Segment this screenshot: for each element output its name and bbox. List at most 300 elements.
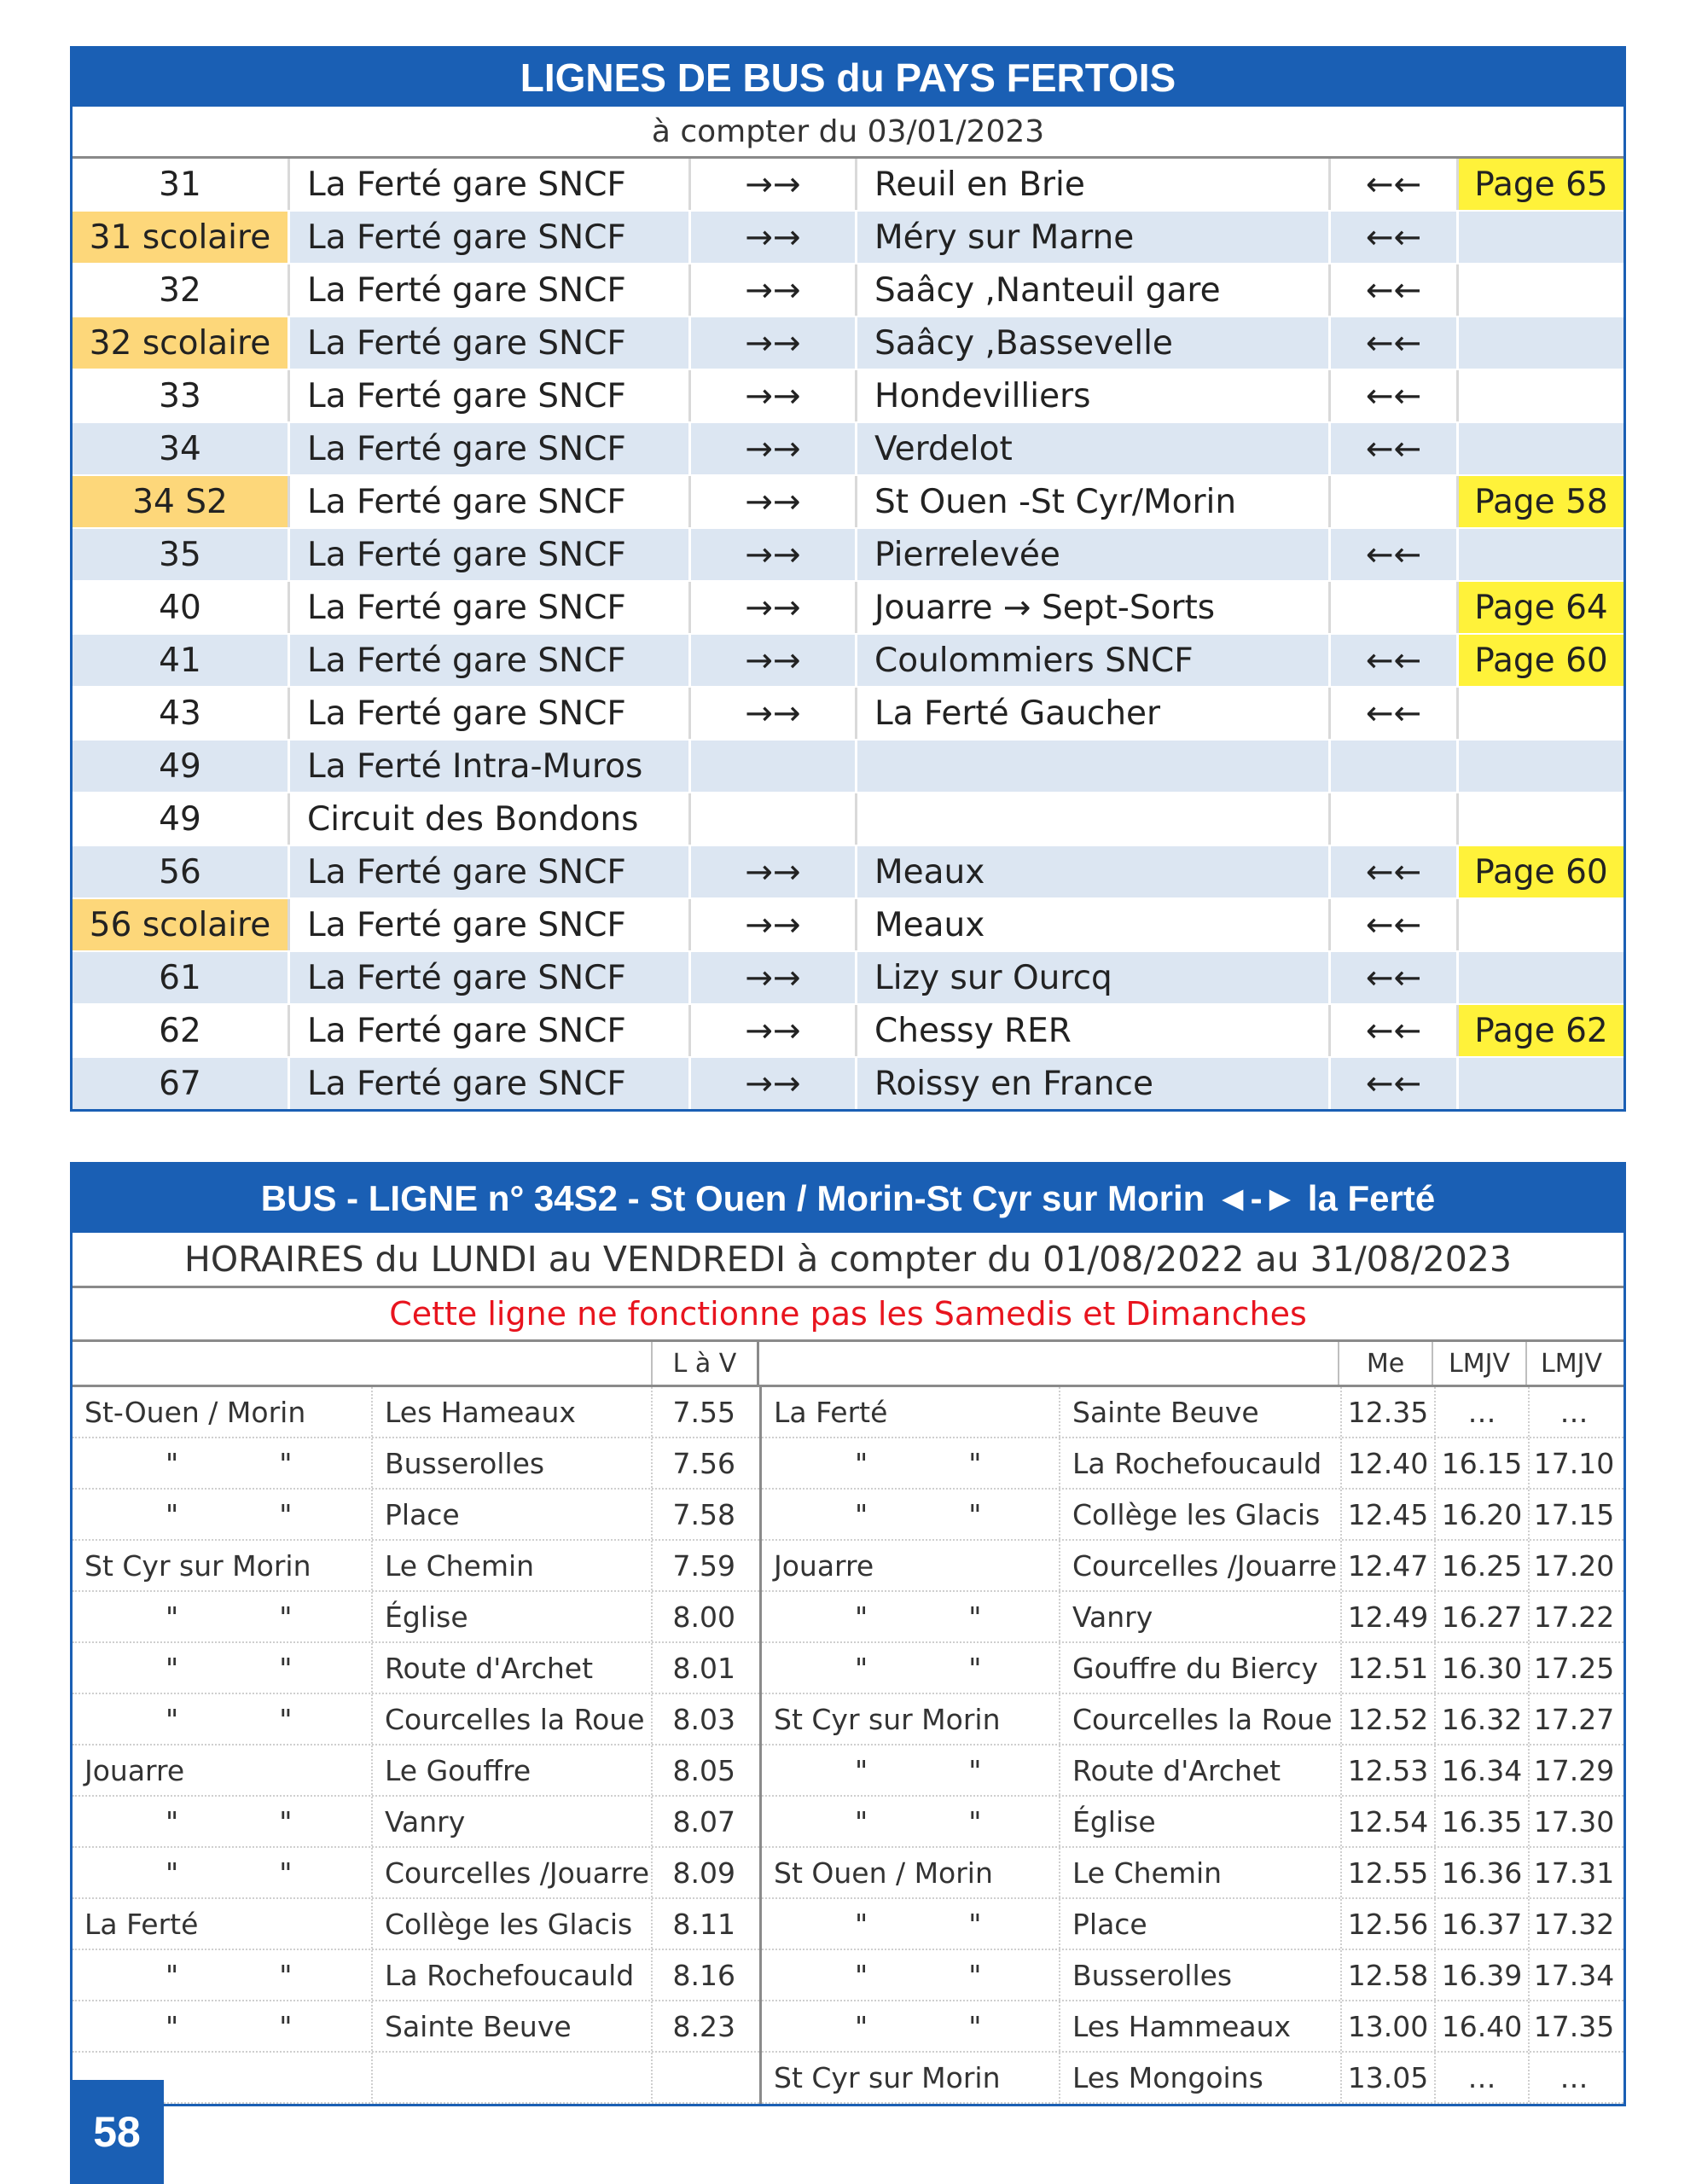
line-number: 49 <box>73 793 290 845</box>
table-row <box>73 1592 759 1643</box>
page-reference <box>1459 264 1623 316</box>
lines-table-subtitle: à compter du 03/01/2023 <box>73 107 1623 159</box>
line-number: 49 <box>73 741 290 792</box>
line-number: 34 <box>73 423 290 474</box>
ditto-mark: " <box>968 1497 982 1531</box>
lines-table-body <box>73 159 1623 1109</box>
ditto-mark: " <box>855 1446 868 1480</box>
return-arrows: ←← <box>1331 370 1459 421</box>
departure-time: 8.11 <box>672 1907 735 1941</box>
stop-name: Courcelles /Jouarre <box>1060 1541 1342 1590</box>
town-ditto <box>762 1899 1060 1949</box>
time-lmjv-1: 16.36 <box>1436 1848 1530 1897</box>
stop-name: Le Gouffre <box>373 1745 653 1795</box>
town-name: St-Ouen / Morin <box>73 1387 373 1437</box>
time-lmjv-1: 16.27 <box>1436 1592 1530 1641</box>
line-number: 35 <box>73 529 290 580</box>
ditto-mark: " <box>968 1600 982 1634</box>
return-arrows: ←← <box>1331 1005 1459 1056</box>
stop-name: Le Chemin <box>373 1541 653 1590</box>
stop-name: Route d'Archet <box>373 1643 653 1693</box>
page-reference: Page 64 <box>1459 582 1623 633</box>
table-row <box>73 1797 759 1848</box>
page-reference <box>1459 1058 1623 1109</box>
return-arrows: ←← <box>1331 688 1459 739</box>
outbound-arrows: →→ <box>691 1058 857 1109</box>
time-wednesday: 12.49 <box>1342 1592 1436 1641</box>
origin: La Ferté gare SNCF <box>290 476 691 527</box>
origin: La Ferté gare SNCF <box>290 688 691 739</box>
ditto-mark: " <box>279 1702 293 1736</box>
time-lmjv-1: 16.30 <box>1436 1643 1530 1693</box>
time-wednesday: 12.45 <box>1342 1490 1436 1539</box>
outbound-arrows <box>691 793 857 845</box>
destination: St Ouen -St Cyr/Morin <box>857 476 1331 527</box>
origin: La Ferté gare SNCF <box>290 370 691 421</box>
town-ditto <box>762 1643 1060 1693</box>
time-lmjv-2: 17.10 <box>1533 1446 1615 1480</box>
ditto-marks <box>84 1959 371 1992</box>
town-ditto <box>762 1745 1060 1795</box>
outbound-arrows: →→ <box>691 476 857 527</box>
right-header-me: Me <box>1339 1342 1433 1385</box>
origin: La Ferté Intra-Muros <box>290 741 691 792</box>
return-arrows: ←← <box>1331 635 1459 686</box>
stop-name: Vanry <box>1060 1592 1342 1641</box>
time-lmjv-2: 17.15 <box>1533 1497 1615 1531</box>
table-row <box>73 582 1623 635</box>
table-row <box>73 1058 1623 1109</box>
destination: Jouarre → Sept-Sorts <box>857 582 1331 633</box>
table-row <box>73 1490 759 1541</box>
time-lmjv-1: 16.37 <box>1436 1899 1530 1949</box>
line-number: 43 <box>73 688 290 739</box>
ditto-marks <box>84 1498 371 1531</box>
time-lmjv-2: 17.27 <box>1533 1702 1615 1736</box>
time-lmjv-2: 17.29 <box>1533 1753 1615 1787</box>
ditto-mark: " <box>855 1753 868 1787</box>
time-wednesday: 13.00 <box>1342 2001 1436 2051</box>
return-arrows: ←← <box>1331 952 1459 1003</box>
table-row <box>73 1848 759 1899</box>
ditto-mark: " <box>166 1702 179 1736</box>
time-lmjv-2: … <box>1560 2060 1589 2094</box>
table-row <box>762 1387 1623 1438</box>
origin: La Ferté gare SNCF <box>290 529 691 580</box>
ditto-mark: " <box>279 2009 293 2043</box>
ditto-mark: " <box>279 1958 293 1992</box>
table-row <box>73 1899 759 1950</box>
return-arrows <box>1331 793 1459 845</box>
origin: La Ferté gare SNCF <box>290 899 691 950</box>
stop-name: Vanry <box>373 1797 653 1846</box>
departure-time: 7.59 <box>672 1548 735 1583</box>
departure-time: 8.07 <box>672 1804 735 1838</box>
bus-lines-table <box>70 46 1626 1112</box>
origin: La Ferté gare SNCF <box>290 212 691 263</box>
line-number: 32 <box>73 264 290 316</box>
return-arrows <box>1331 582 1459 633</box>
table-row <box>73 846 1623 899</box>
stop-name: Collège les Glacis <box>373 1899 653 1949</box>
table-row <box>762 1541 1623 1592</box>
town-ditto <box>73 1592 373 1641</box>
stop-name <box>373 2053 653 2102</box>
town-ditto <box>73 1643 373 1693</box>
time-lmjv-2: 17.31 <box>1533 1856 1615 1890</box>
ditto-mark: " <box>166 1446 179 1480</box>
ditto-mark: " <box>855 1600 868 1634</box>
table-row <box>73 635 1623 688</box>
time-lmjv-2: 17.22 <box>1533 1600 1615 1634</box>
ditto-marks <box>84 1600 371 1634</box>
line-number: 41 <box>73 635 290 686</box>
departure-time <box>653 2053 759 2102</box>
return-arrows: ←← <box>1331 846 1459 897</box>
line-number: 31 scolaire <box>73 212 290 263</box>
time-wednesday: 12.54 <box>1342 1797 1436 1846</box>
time-lmjv-2: 17.34 <box>1533 1958 1615 1992</box>
outbound-arrows: →→ <box>691 317 857 369</box>
ditto-marks <box>84 1856 371 1890</box>
time-wednesday: 12.56 <box>1342 1899 1436 1949</box>
destination: Hondevilliers <box>857 370 1331 421</box>
return-arrows: ←← <box>1331 317 1459 369</box>
ditto-mark: " <box>855 1804 868 1838</box>
time-lmjv-1: … <box>1436 1387 1530 1437</box>
outbound-arrows: →→ <box>691 582 857 633</box>
origin: La Ferté gare SNCF <box>290 423 691 474</box>
stop-name: Sainte Beuve <box>373 2001 653 2051</box>
origin: La Ferté gare SNCF <box>290 264 691 316</box>
time-lmjv-1: 16.25 <box>1436 1541 1530 1590</box>
table-row <box>73 899 1623 952</box>
time-lmjv-2: 17.35 <box>1533 2009 1615 2043</box>
destination: Saâcy ,Nanteuil gare <box>857 264 1331 316</box>
origin: La Ferté gare SNCF <box>290 635 691 686</box>
schedule-header-row <box>73 1342 1623 1387</box>
town-name: Jouarre <box>73 1745 373 1795</box>
page-reference <box>1459 952 1623 1003</box>
time-wednesday: 12.53 <box>1342 1745 1436 1795</box>
departure-time: 8.00 <box>672 1600 735 1634</box>
departure-time: 8.16 <box>672 1958 735 1992</box>
time-wednesday: 12.40 <box>1342 1438 1436 1488</box>
time-lmjv-1: 16.40 <box>1436 2001 1530 2051</box>
time-lmjv-2: 17.32 <box>1533 1907 1615 1941</box>
table-row <box>762 1950 1623 2001</box>
ditto-mark: " <box>968 1907 982 1941</box>
town-name: St Cyr sur Morin <box>762 1694 1060 1744</box>
stop-name: Collège les Glacis <box>1060 1490 1342 1539</box>
line-number: 62 <box>73 1005 290 1056</box>
ditto-mark: " <box>279 1497 293 1531</box>
outbound-arrows: →→ <box>691 635 857 686</box>
time-lmjv-2: 17.20 <box>1533 1548 1615 1583</box>
time-lmjv-1: 16.15 <box>1436 1438 1530 1488</box>
town-ditto <box>73 1950 373 2000</box>
ditto-marks <box>774 1908 1059 1941</box>
stop-name: Église <box>1060 1797 1342 1846</box>
ditto-marks <box>84 1703 371 1736</box>
ditto-mark: " <box>166 1600 179 1634</box>
ditto-mark: " <box>855 1651 868 1685</box>
origin: Circuit des Bondons <box>290 793 691 845</box>
ditto-marks <box>84 1447 371 1480</box>
origin: La Ferté gare SNCF <box>290 952 691 1003</box>
town-ditto <box>73 1797 373 1846</box>
page-reference <box>1459 529 1623 580</box>
table-row <box>73 793 1623 846</box>
departure-time: 8.03 <box>672 1702 735 1736</box>
town-ditto <box>762 2001 1060 2051</box>
ditto-mark: " <box>166 1958 179 1992</box>
line-number: 67 <box>73 1058 290 1109</box>
ditto-marks <box>774 1498 1059 1531</box>
town-ditto <box>762 1797 1060 1846</box>
table-row <box>73 476 1623 529</box>
schedule-warning: Cette ligne ne fonctionne pas les Samedis et Dimanches <box>73 1288 1623 1342</box>
ditto-mark: " <box>279 1600 293 1634</box>
page-reference <box>1459 370 1623 421</box>
outbound-arrows: →→ <box>691 899 857 950</box>
page-reference <box>1459 212 1623 263</box>
table-row <box>762 1643 1623 1694</box>
stop-name: La Rochefoucauld <box>1060 1438 1342 1488</box>
page-reference <box>1459 741 1623 792</box>
line-number: 61 <box>73 952 290 1003</box>
ditto-marks <box>774 2010 1059 2043</box>
origin: La Ferté gare SNCF <box>290 317 691 369</box>
time-lmjv-1: 16.34 <box>1436 1745 1530 1795</box>
outbound-arrows: →→ <box>691 1005 857 1056</box>
stop-name: Courcelles /Jouarre <box>373 1848 653 1897</box>
ditto-mark: " <box>855 1497 868 1531</box>
page-reference: Page 62 <box>1459 1005 1623 1056</box>
departure-time: 7.58 <box>672 1497 735 1531</box>
destination: Coulommiers SNCF <box>857 635 1331 686</box>
time-lmjv-1: 16.20 <box>1436 1490 1530 1539</box>
town-ditto <box>762 1592 1060 1641</box>
ditto-marks <box>774 1959 1059 1992</box>
ditto-mark: " <box>279 1651 293 1685</box>
destination: Lizy sur Ourcq <box>857 952 1331 1003</box>
line-number: 33 <box>73 370 290 421</box>
page-reference: Page 58 <box>1459 476 1623 527</box>
time-lmjv-1: 16.32 <box>1436 1694 1530 1744</box>
page-reference <box>1459 423 1623 474</box>
table-row <box>762 1438 1623 1490</box>
outbound-arrows: →→ <box>691 423 857 474</box>
return-arrows: ←← <box>1331 159 1459 210</box>
outbound-arrows: →→ <box>691 264 857 316</box>
ditto-mark: " <box>166 1651 179 1685</box>
stop-name: Le Chemin <box>1060 1848 1342 1897</box>
town-name: Jouarre <box>762 1541 1060 1590</box>
stop-name: Place <box>1060 1899 1342 1949</box>
outbound-arrows: →→ <box>691 846 857 897</box>
town-ditto <box>762 1950 1060 2000</box>
stop-name: Les Mongoins <box>1060 2053 1342 2102</box>
time-wednesday: 13.05 <box>1342 2053 1436 2102</box>
right-header-lmjv-2: LMJV <box>1541 1348 1602 1379</box>
time-wednesday: 12.58 <box>1342 1950 1436 2000</box>
table-row <box>762 1490 1623 1541</box>
table-row <box>73 264 1623 317</box>
town-name: La Ferté <box>762 1387 1060 1437</box>
return-arrows: ←← <box>1331 212 1459 263</box>
time-wednesday: 12.52 <box>1342 1694 1436 1744</box>
schedule-title: BUS - LIGNE n° 34S2 - St Ouen / Morin-St Cyr sur Morin ◄-► la Ferté <box>73 1165 1623 1233</box>
destination <box>857 741 1331 792</box>
table-row <box>73 1745 759 1797</box>
page-reference <box>1459 317 1623 369</box>
stop-name: Sainte Beuve <box>1060 1387 1342 1437</box>
ditto-mark: " <box>968 1446 982 1480</box>
town-name: St Cyr sur Morin <box>762 2053 1060 2102</box>
table-row <box>73 741 1623 793</box>
table-row <box>73 952 1623 1005</box>
table-row <box>73 529 1623 582</box>
ditto-mark: " <box>855 1907 868 1941</box>
return-arrows: ←← <box>1331 264 1459 316</box>
stop-name: Busserolles <box>373 1438 653 1488</box>
return-arrows <box>1331 741 1459 792</box>
ditto-mark: " <box>968 1753 982 1787</box>
destination: Chessy RER <box>857 1005 1331 1056</box>
outbound-arrows: →→ <box>691 370 857 421</box>
stop-name: La Rochefoucauld <box>373 1950 653 2000</box>
table-row <box>73 2053 759 2104</box>
ditto-marks <box>84 1652 371 1685</box>
ditto-mark: " <box>968 2009 982 2043</box>
table-row <box>762 1745 1623 1797</box>
table-row <box>762 1592 1623 1643</box>
town-name: La Ferté <box>73 1899 373 1949</box>
destination: Verdelot <box>857 423 1331 474</box>
departure-time: 8.09 <box>672 1856 735 1890</box>
outbound-arrows <box>691 741 857 792</box>
table-row <box>762 1899 1623 1950</box>
ditto-marks <box>84 1805 371 1838</box>
stop-name: Les Hammeaux <box>1060 2001 1342 2051</box>
table-row <box>762 2053 1623 2104</box>
page-reference <box>1459 899 1623 950</box>
ditto-mark: " <box>279 1856 293 1890</box>
lines-table-title: LIGNES DE BUS du PAYS FERTOIS <box>73 49 1623 107</box>
schedule-body <box>73 1387 1623 2104</box>
outbound-schedule <box>73 1387 762 2104</box>
time-wednesday: 12.47 <box>1342 1541 1436 1590</box>
ditto-mark: " <box>166 1804 179 1838</box>
time-lmjv-1: … <box>1436 2053 1530 2102</box>
time-wednesday: 12.55 <box>1342 1848 1436 1897</box>
page-reference <box>1459 793 1623 845</box>
destination: Saâcy ,Bassevelle <box>857 317 1331 369</box>
town-ditto <box>73 1438 373 1488</box>
line-number: 56 <box>73 846 290 897</box>
town-ditto <box>762 1438 1060 1488</box>
page-reference: Page 65 <box>1459 159 1623 210</box>
schedule-subtitle: HORAIRES du LUNDI au VENDREDI à compter du 01/08/2022 au 31/08/2023 <box>73 1233 1623 1288</box>
table-row <box>73 1643 759 1694</box>
table-row <box>73 159 1623 212</box>
ditto-marks <box>84 2010 371 2043</box>
ditto-marks <box>774 1652 1059 1685</box>
ditto-marks <box>774 1754 1059 1787</box>
stop-name: Busserolles <box>1060 1950 1342 2000</box>
table-row <box>73 2001 759 2053</box>
table-row <box>73 1438 759 1490</box>
time-wednesday: 12.51 <box>1342 1643 1436 1693</box>
outbound-arrows: →→ <box>691 688 857 739</box>
origin: La Ferté gare SNCF <box>290 582 691 633</box>
outbound-arrows: →→ <box>691 159 857 210</box>
return-arrows: ←← <box>1331 1058 1459 1109</box>
origin: La Ferté gare SNCF <box>290 846 691 897</box>
line-number: 32 scolaire <box>73 317 290 369</box>
stop-name: Courcelles la Roue <box>1060 1694 1342 1744</box>
destination: La Ferté Gaucher <box>857 688 1331 739</box>
destination: Meaux <box>857 899 1331 950</box>
destination: Reuil en Brie <box>857 159 1331 210</box>
line-number: 40 <box>73 582 290 633</box>
town-ditto <box>73 1490 373 1539</box>
ditto-mark: " <box>279 1446 293 1480</box>
ditto-mark: " <box>968 1651 982 1685</box>
table-row <box>73 1694 759 1745</box>
departure-time: 7.56 <box>672 1446 735 1480</box>
return-arrows: ←← <box>1331 899 1459 950</box>
time-lmjv-1: 16.39 <box>1436 1950 1530 2000</box>
ditto-mark: " <box>855 1958 868 1992</box>
departure-time: 8.23 <box>672 2009 735 2043</box>
table-row <box>73 212 1623 264</box>
table-row <box>73 423 1623 476</box>
ditto-marks <box>774 1805 1059 1838</box>
return-arrows: ←← <box>1331 423 1459 474</box>
time-lmjv-2: … <box>1560 1395 1589 1429</box>
ditto-mark: " <box>968 1804 982 1838</box>
stop-name: Église <box>373 1592 653 1641</box>
table-row <box>73 370 1623 423</box>
destination: Meaux <box>857 846 1331 897</box>
ditto-mark: " <box>855 2009 868 2043</box>
departure-time: 7.55 <box>672 1395 735 1429</box>
ditto-marks <box>774 1447 1059 1480</box>
stop-name: Les Hameaux <box>373 1387 653 1437</box>
destination: Pierrelevée <box>857 529 1331 580</box>
town-name: St Ouen / Morin <box>762 1848 1060 1897</box>
time-lmjv-2: 17.30 <box>1533 1804 1615 1838</box>
return-arrows <box>1331 476 1459 527</box>
town-ditto <box>762 1490 1060 1539</box>
departure-time: 8.05 <box>672 1753 735 1787</box>
return-schedule <box>762 1387 1623 2104</box>
time-lmjv-2: 17.25 <box>1533 1651 1615 1685</box>
left-header-blank <box>73 1342 653 1385</box>
town-ditto <box>73 1848 373 1897</box>
table-row <box>73 1005 1623 1058</box>
town-ditto <box>73 1694 373 1744</box>
time-lmjv-1: 16.35 <box>1436 1797 1530 1846</box>
table-row <box>73 1387 759 1438</box>
table-row <box>73 317 1623 370</box>
stop-name: Place <box>373 1490 653 1539</box>
stop-name: Route d'Archet <box>1060 1745 1342 1795</box>
origin: La Ferté gare SNCF <box>290 159 691 210</box>
origin: La Ferté gare SNCF <box>290 1005 691 1056</box>
